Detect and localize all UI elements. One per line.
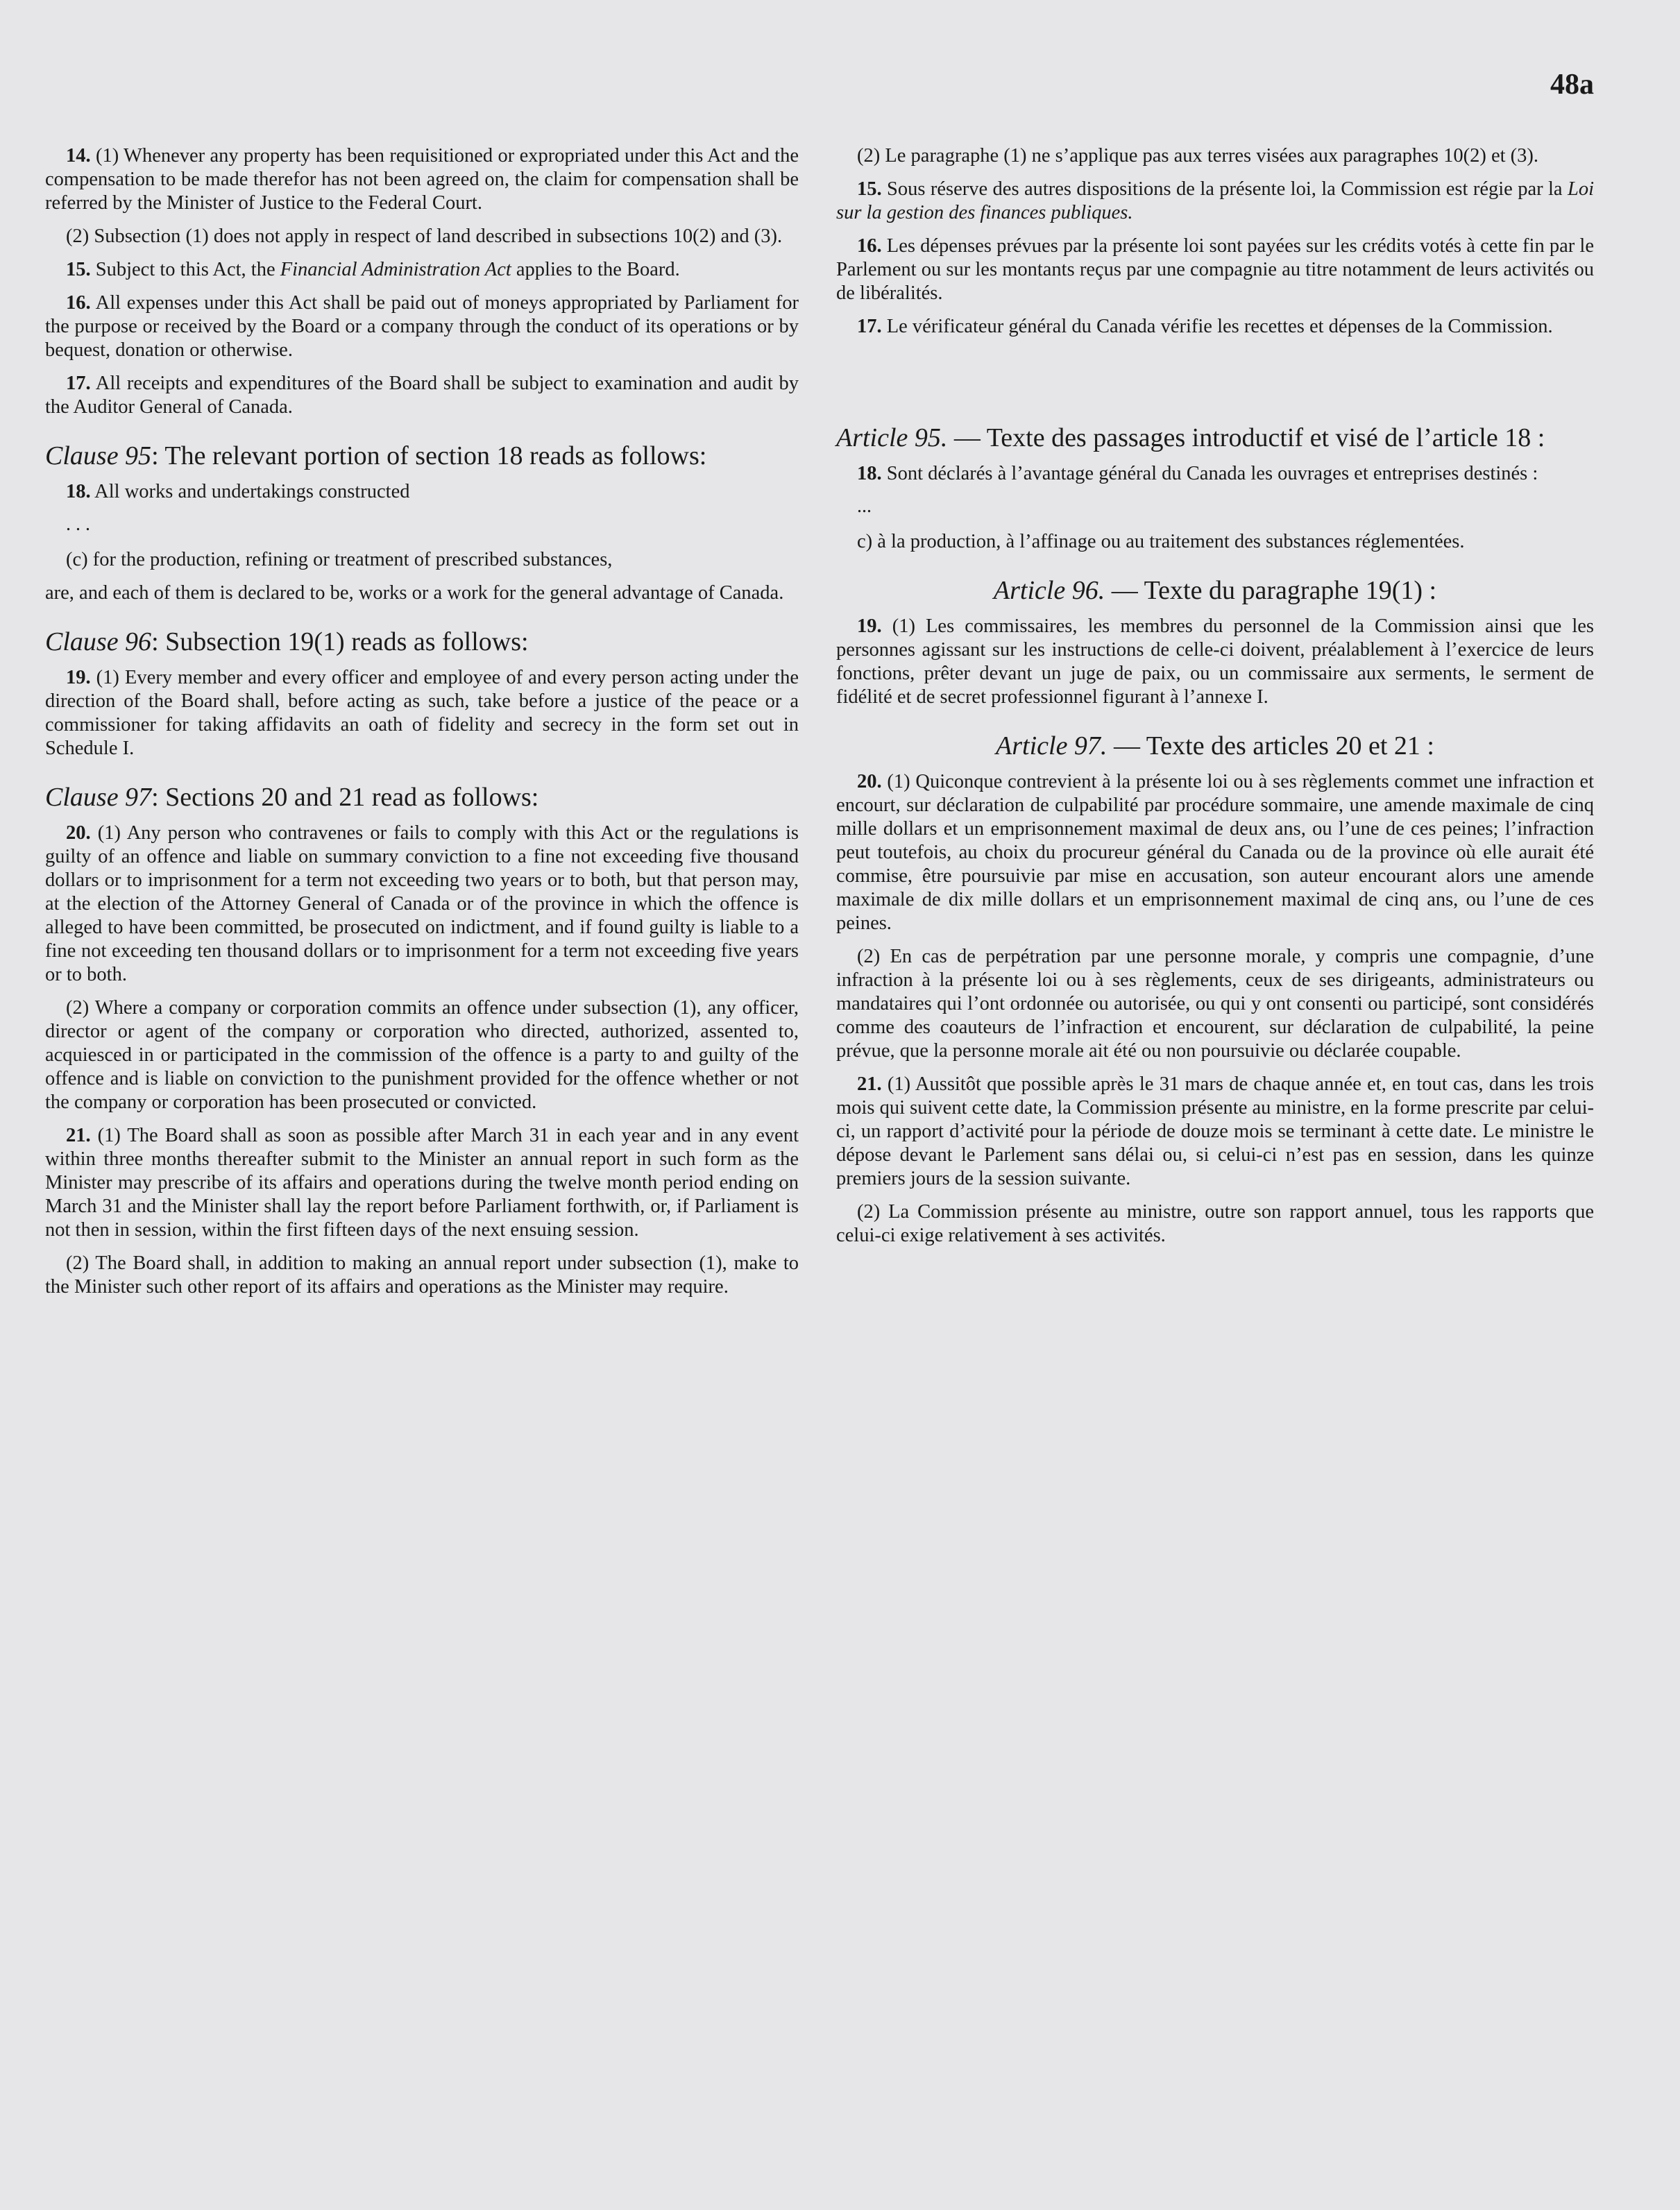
act-title: Loi sur la gestion des finances publiques.: [836, 178, 1594, 223]
section-18-c: (c) for the production, refining or treatment of prescribed substances,: [66, 549, 613, 570]
clause-label: Clause 95: [45, 441, 152, 470]
section-text: (1) Whenever any property has been requisitioned or expropriated under this Act and the compensation to be made therefor has not been agreed on, the claim for compensation shall be referred by the Minister of Justice to the Federal Court.: [45, 145, 799, 214]
section-number: 20.: [66, 822, 91, 844]
clause-label: Article 97.: [996, 731, 1108, 760]
section-text: (1) Les commissaires, les membres du personnel de la Commission ainsi que les personnes agissant sur les instructions de celle-ci doivent, préalablement à l’exercice de leurs fonctions, prêter devant un juge de paix, ou un commissaire aux serments, le serment de fidélité et de secret professionnel figurant à l’annexe I.: [836, 615, 1594, 708]
article-95-heading: [836, 422, 1594, 454]
article-18-c: c) à la production, à l’affinage ou au traitement des substances réglementées.: [857, 531, 1465, 552]
section-number: 19.: [66, 667, 91, 688]
paragraphe-14-2: (2) Le paragraphe (1) ne s’applique pas aux terres visées aux paragraphes 10(2) et (3).: [857, 145, 1539, 167]
section-text: All receipts and expenditures of the Board shall be subject to examination and audit by the Auditor General of Canada.: [45, 373, 799, 418]
article-96-heading: [836, 575, 1594, 606]
ellipsis: . . .: [66, 513, 90, 535]
section-number: 18.: [66, 481, 91, 502]
section-17: [45, 372, 799, 419]
section-number: 18.: [857, 463, 882, 484]
section-15: [45, 258, 799, 282]
section-18-end: are, and each of them is declared to be, works or a work for the general advantage of Canada.: [45, 582, 784, 604]
section-text: (1) Aussitôt que possible après le 31 mars de chaque année et, en tout cas, dans les trois mois qui suivent cette date, la Commission présente au ministre, en la forme prescrite par celui-ci, un rapport d’activité pour la période de douze mois se terminant à cette date. Le ministre le dépose devant le Parlement sans délai ou, si celui-ci n’est pas en session, dans les quinze premiers jours de la session suivante.: [836, 1073, 1594, 1189]
clause-text: — Texte des passages introductif et visé de l’article 18 :: [947, 423, 1545, 452]
clause-text: : The relevant portion of section 18 reads as follows:: [151, 441, 707, 470]
section-number: 19.: [857, 615, 882, 637]
section-text: Sous réserve des autres dispositions de la présente loi, la Commission est régie par la: [881, 178, 1568, 200]
article-19: [836, 615, 1594, 709]
clause-97-heading: [45, 781, 799, 813]
french-column: [836, 144, 1594, 1257]
clause-text: — Texte des articles 20 et 21 :: [1107, 731, 1434, 760]
section-20-1: [45, 822, 799, 987]
section-number: 17.: [66, 373, 91, 394]
article-21-1: [836, 1073, 1594, 1191]
clause-label: Clause 97: [45, 783, 152, 812]
section-number: 20.: [857, 771, 882, 792]
section-number: 16.: [857, 235, 882, 257]
clause-label: Clause 96: [45, 627, 152, 656]
article-21-2: (2) La Commission présente au ministre, outre son rapport annuel, tous les rapports que celui-ci exige relativement à ses activités.: [836, 1201, 1594, 1246]
page-number: 48a: [1550, 69, 1594, 101]
clause-text: : Sections 20 and 21 read as follows:: [151, 783, 539, 812]
section-16: [45, 291, 799, 362]
article-20-2: (2) En cas de perpétration par une personne morale, y compris une compagnie, d’une infraction à la présente loi ou à ses règlements, ceux de ses dirigeants, administrateurs ou mandataires qui l’ont ordonnée ou autorisée, ou qui y ont consenti ou participé, sont considérés comme des coauteurs de l’infraction et encourent, sur déclaration de culpabilité, la peine prévue, que la personne morale ait été ou non poursuivie ou déclarée coupable.: [836, 946, 1594, 1062]
ellipsis: ...: [857, 495, 872, 517]
english-column: [45, 144, 799, 1309]
clause-label: Article 95.: [836, 423, 948, 452]
section-number: 16.: [66, 292, 91, 314]
section-text: Sont déclarés à l’avantage général du Canada les ouvrages et entreprises destinés :: [881, 463, 1538, 484]
clause-text: : Subsection 19(1) reads as follows:: [151, 627, 529, 656]
section-number: 14.: [66, 145, 91, 167]
section-21-1: [45, 1124, 799, 1242]
section-text: All expenses under this Act shall be paid out of moneys appropriated by Parliament for the purpose or received by the Board or a company through the conduct of its operations or by bequest, donation or otherwise.: [45, 292, 799, 361]
section-text: Les dépenses prévues par la présente loi sont payées sur les crédits votés à cette fin par le Parlement ou sur les montants reçus par une compagnie au titre notamment de leurs activités ou de libéralités.: [836, 235, 1594, 304]
section-number: 15.: [66, 259, 91, 280]
section-text: Subject to this Act, the: [90, 259, 280, 280]
section-14-1: [45, 144, 799, 215]
article-16: [836, 235, 1594, 305]
section-text: applies to the Board.: [511, 259, 680, 280]
section-number: 17.: [857, 316, 882, 337]
section-18: [45, 480, 799, 504]
section-19: [45, 666, 799, 760]
article-20-1: [836, 770, 1594, 935]
section-number: 21.: [857, 1073, 882, 1095]
section-text: All works and undertakings constructed: [90, 481, 410, 502]
article-97-heading: [836, 730, 1594, 762]
article-18: [836, 462, 1594, 486]
section-text: (1) The Board shall as soon as possible after March 31 in each year and in any event within three months thereafter submit to the Minister an annual report in such form as the Minister may prescribe of its affairs and operations during the twelve month period ending on March 31 and the Minister shall lay the report before Parliament forthwith, or, if Parliament is not then in session, within the first fifteen days of the next ensuing session.: [45, 1125, 799, 1241]
section-text: (1) Every member and every officer and employee of and every person acting under the direction of the Board shall, before acting as such, take before a justice of the peace or a commissioner for taking affidavits an oath of fidelity and secrecy in the form set out in Schedule I.: [45, 667, 799, 759]
section-number: 21.: [66, 1125, 91, 1146]
section-14-2: (2) Subsection (1) does not apply in respect of land described in subsections 10(2) and (3).: [66, 226, 783, 247]
clause-text: — Texte du paragraphe 19(1) :: [1105, 576, 1437, 605]
section-21-2: (2) The Board shall, in addition to making an annual report under subsection (1), make to the Minister such other report of its affairs and operations as the Minister may require.: [45, 1252, 799, 1298]
clause-96-heading: [45, 626, 799, 658]
article-15: [836, 178, 1594, 225]
act-title: Financial Administration Act: [280, 259, 511, 280]
section-number: 15.: [857, 178, 882, 200]
article-17: [836, 315, 1594, 339]
section-20-2: (2) Where a company or corporation commits an offence under subsection (1), any officer, director or agent of the company or corporation who directed, authorized, assented to, acquiesced in or participated in the commission of the offence is a party to and guilty of the offence and is liable on conviction to the punishment provided for the offence whether or not the company or corporation has been prosecuted or convicted.: [45, 997, 799, 1113]
clause-label: Article 96.: [993, 576, 1105, 605]
section-text: (1) Quiconque contrevient à la présente loi ou à ses règlements commet une infraction et encourt, sur déclaration de culpabilité par procédure sommaire, une amende maximale de cinq mille dollars et un emprisonnement maximal de deux ans, ou l’une de ces peines; l’infraction peut toutefois, au choix du procureur général du Canada ou de la province où elle aurait été commise, être poursuivie par mise en accusation, son auteur encourant alors une amende maximale de dix mille dollars et un emprisonnement maximal de cinq ans, ou l’une de ces peines.: [836, 771, 1594, 934]
section-text: Le vérificateur général du Canada vérifie les recettes et dépenses de la Commission.: [881, 316, 1553, 337]
section-text: (1) Any person who contravenes or fails to comply with this Act or the regulations is guilty of an offence and liable on summary conviction to a fine not exceeding five thousand dollars or to imprisonment for a term not exceeding two years or to both, but that person may, at the election of the Attorney General of Canada or of the province in which the offence is alleged to have been committed, be prosecuted on indictment, and if found guilty is liable to a fine not exceeding ten thousand dollars or to imprisonment for a term not exceeding five years or to both.: [45, 822, 799, 985]
clause-95-heading: [45, 440, 799, 472]
